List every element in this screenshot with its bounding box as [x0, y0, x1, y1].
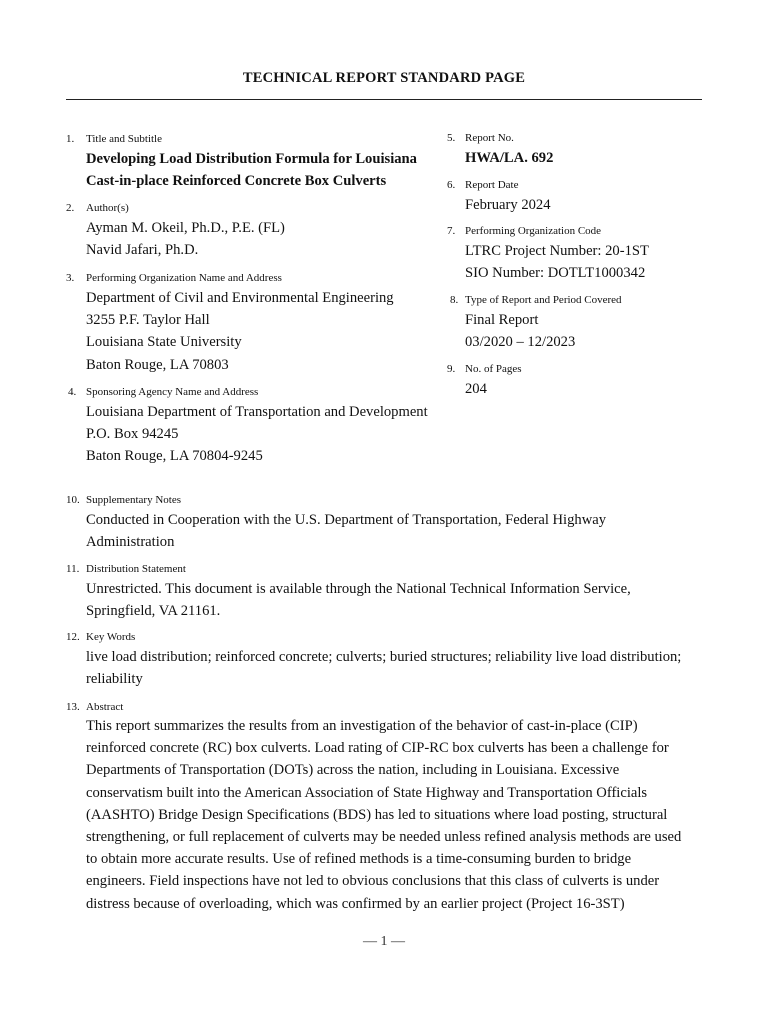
- abstract-line: conservatism built into the American Association of State Highway and Transportation Officials: [86, 784, 648, 801]
- address-line: Louisiana Department of Transportation and Development: [86, 404, 428, 420]
- abstract-line: to obtain more accurate results. Use of refined methods is a time-consuming burden to bridge: [86, 851, 632, 868]
- field-title: [66, 132, 417, 192]
- field-report-date: [447, 178, 551, 216]
- abstract-line: (AASHTO) Bridge Design Specifications (BDS) has led to situations where load posting, structural: [86, 806, 668, 823]
- field-pages: [447, 362, 522, 400]
- address-line: Louisiana State University: [86, 334, 242, 351]
- address-line: P.O. Box 94245: [86, 426, 179, 443]
- field-authors: [66, 201, 285, 261]
- address-line: Baton Rouge, LA 70804-9245: [86, 448, 263, 465]
- abstract-line: engineers. Field inspections have not led to obvious conclusions that this class of culverts is under: [86, 873, 660, 890]
- author-line: Navid Jafari, Ph.D.: [86, 242, 199, 259]
- notes-line: Administration: [86, 534, 175, 551]
- field-sponsoring-agency: [68, 385, 428, 468]
- page-count: 204: [465, 381, 487, 397]
- org-code-line: LTRC Project Number: 20-1ST: [465, 243, 649, 259]
- report-title-line: Cast-in-place Reinforced Concrete Box Culverts: [86, 173, 387, 190]
- field-label: 6. Report Date: [447, 179, 519, 191]
- abstract-line: This report summarizes the results from an investigation of the behavior of cast-in-place (CIP): [86, 718, 638, 734]
- field-label: 7. Performing Organization Code: [447, 225, 602, 237]
- page-title: TECHNICAL REPORT STANDARD PAGE: [242, 70, 526, 86]
- abstract-line: Departments of Transportation (DOTs) across the nation, including in Louisiana. Excessive: [86, 762, 620, 779]
- field-label: 2. Author(s): [66, 202, 129, 214]
- field-label: 10. Supplementary Notes: [66, 494, 182, 506]
- field-label: 9. No. of Pages: [447, 363, 522, 375]
- key-words-line: reliability: [86, 671, 143, 688]
- field-report-type: [450, 293, 622, 353]
- key-words-line: live load distribution; reinforced concrete; culverts; buried structures; reliability live load distribution;: [86, 649, 682, 665]
- distribution-line: Springfield, VA 21161.: [86, 603, 221, 620]
- field-key-words: [66, 630, 681, 690]
- field-label: 11. Distribution Statement: [66, 563, 186, 575]
- field-label: 12. Key Words: [66, 631, 136, 643]
- field-label: 8. Type of Report and Period Covered: [450, 294, 622, 306]
- field-label: 4. Sponsoring Agency Name and Address: [68, 386, 259, 398]
- field-distribution: [66, 562, 631, 622]
- field-label: 1. Title and Subtitle: [66, 133, 162, 145]
- page-number: — 1 —: [363, 934, 405, 949]
- report-number: HWA/LA. 692: [465, 150, 554, 166]
- field-performing-org-code: [447, 224, 649, 284]
- address-line: 3255 P.F. Taylor Hall: [86, 312, 210, 329]
- distribution-line: Unrestricted. This document is available through the National Technical Information Service,: [86, 581, 631, 597]
- field-label: 3. Performing Organization Name and Address: [66, 272, 282, 284]
- field-abstract: [66, 700, 681, 915]
- org-code-line: SIO Number: DOTLT1000342: [465, 265, 646, 282]
- abstract-line: reinforced concrete (RC) box culverts. Load rating of CIP-RC box culverts has been a challenge for: [86, 740, 669, 757]
- notes-line: Conducted in Cooperation with the U.S. Department of Transportation, Federal Highway: [86, 512, 607, 528]
- author-line: Ayman M. Okeil, Ph.D., P.E. (FL): [86, 220, 285, 236]
- report-title-line: Developing Load Distribution Formula for Louisiana: [86, 151, 417, 167]
- field-report-no: [447, 131, 553, 169]
- abstract-line: distress because of overloading, which was confirmed by an earlier project (Project 16-3ST): [86, 895, 625, 912]
- field-label: 13. Abstract: [66, 701, 124, 713]
- field-label: 5. Report No.: [447, 132, 514, 144]
- field-performing-org: [66, 271, 394, 376]
- address-line: Baton Rouge, LA 70803: [86, 356, 229, 373]
- report-period-line: 03/2020 – 12/2023: [465, 334, 576, 351]
- address-line: Department of Civil and Environmental Engineering: [86, 290, 394, 306]
- report-type-line: Final Report: [465, 312, 539, 328]
- abstract-line: strengthening, or full replacement of culverts may be needed unless refined analysis methods are used: [86, 829, 682, 846]
- title-rule: [66, 99, 702, 100]
- field-supplementary-notes: [66, 493, 606, 553]
- report-date: February 2024: [465, 197, 551, 213]
